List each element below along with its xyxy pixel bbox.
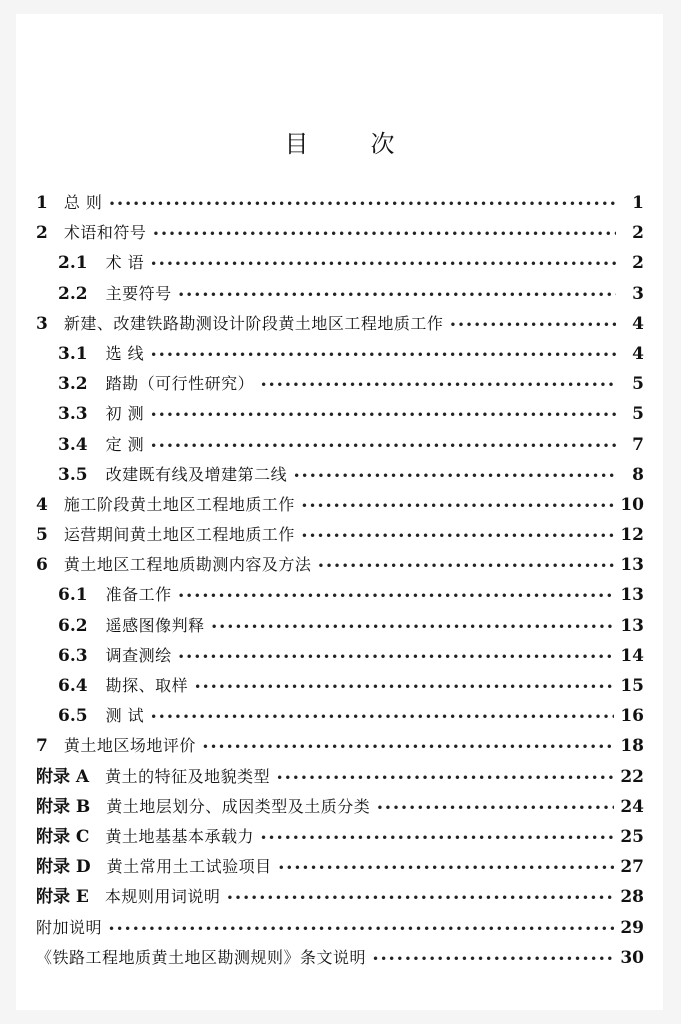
toc-entry-number: 6.1	[58, 585, 88, 606]
toc-entry-title: 黄土地层划分、成因类型及土质分类	[106, 796, 371, 816]
toc-entry-number: 4	[36, 494, 48, 515]
toc-entry	[36, 339, 644, 369]
toc-entry-number: 3.2	[58, 374, 88, 395]
toc-entry-title: 勘探、取样	[105, 676, 189, 695]
toc-entry-title: 测 试	[105, 706, 145, 726]
dot-leader	[194, 672, 614, 702]
toc-entry-page-number: 16	[620, 706, 644, 727]
toc-entry-number: 6	[36, 555, 48, 576]
dot-leader	[202, 732, 614, 762]
toc-entry-number: 3.3	[58, 404, 88, 425]
dot-leader	[449, 310, 616, 340]
toc-entry-title: 黄土常用土工试验项目	[106, 857, 272, 877]
toc-entry-title: 黄土地区场地评价	[63, 736, 196, 756]
dot-leader	[150, 400, 616, 430]
toc-entry-page-number: 2	[632, 253, 644, 274]
toc-entry-title: 黄土地区工程地质勘测内容及方法	[63, 555, 312, 575]
toc-entry-number: 3.5	[58, 464, 88, 485]
toc-entry-page-number: 2	[632, 223, 644, 244]
toc-entry-page-number: 5	[632, 374, 644, 395]
toc-entry-number: 3	[36, 313, 48, 334]
dot-leader	[376, 793, 614, 823]
title-right-char: 次	[370, 130, 395, 158]
toc-entry-number: 5	[36, 525, 48, 546]
toc-entry-title: 主要符号	[105, 283, 172, 303]
page-title	[16, 124, 663, 159]
dot-leader	[226, 883, 614, 913]
toc-entry	[36, 611, 644, 641]
toc-entry-title: 选 线	[105, 343, 145, 363]
toc-entry-title: 准备工作	[105, 585, 172, 605]
toc-entry-title: 施工阶段黄土地区工程地质工作	[63, 494, 295, 514]
toc-entry-title: 术 语	[105, 253, 145, 273]
toc-entry	[36, 490, 644, 520]
toc-entry	[36, 430, 644, 460]
toc-entry-number: 3.4	[58, 434, 88, 455]
document-page	[16, 14, 663, 1010]
toc-entry-number: 3.1	[58, 343, 88, 364]
toc-entry-number: 1	[36, 193, 48, 213]
toc-entry-page-number: 7	[632, 434, 644, 455]
toc-entry-page-number: 28	[620, 887, 644, 908]
toc-entry	[36, 369, 644, 399]
toc-entry-page-number: 13	[620, 585, 644, 606]
toc-entry	[36, 309, 644, 339]
toc-entry-page-number: 22	[620, 766, 644, 787]
toc-entry	[36, 580, 644, 610]
toc-entry-page-number: 18	[620, 736, 644, 757]
dot-leader	[108, 189, 616, 219]
toc-entry	[36, 399, 644, 429]
toc-entry-number: 6.4	[58, 676, 88, 696]
toc-entry-page-number: 25	[620, 826, 644, 847]
toc-entry-page-number: 12	[620, 525, 644, 546]
toc-entry-number: 2.1	[58, 253, 88, 274]
toc-entry-title: 初 测	[105, 404, 145, 424]
toc-entry-title: 附加说明	[36, 917, 103, 937]
toc-entry-number: 6.5	[58, 706, 88, 727]
dot-leader	[372, 944, 614, 974]
toc-entry-page-number: 4	[632, 343, 644, 364]
toc-entry-page-number: 3	[632, 283, 644, 304]
dot-leader	[150, 431, 616, 461]
toc-entry-title: 踏勘（可行性研究）	[105, 374, 255, 394]
toc-entry-page-number: 13	[620, 615, 644, 636]
toc-entry	[36, 762, 644, 792]
toc-entry-number: 6.3	[58, 645, 88, 666]
toc-entry	[36, 913, 644, 943]
dot-leader	[178, 581, 615, 611]
toc-entry-page-number: 4	[632, 313, 644, 334]
toc-entry	[36, 248, 644, 278]
toc-entry	[36, 882, 644, 912]
toc-entry-page-number: 15	[620, 676, 644, 696]
dot-leader	[260, 823, 614, 853]
toc-entry-title: 新建、改建铁路勘测设计阶段黄土地区工程地质工作	[63, 313, 444, 333]
toc-entry-title: 运营期间黄土地区工程地质工作	[63, 525, 295, 545]
dot-leader	[150, 249, 616, 279]
toc-entry	[36, 731, 644, 761]
toc-entry	[36, 792, 644, 822]
toc-entry-number: 6.2	[58, 615, 88, 636]
toc-entry-title: 术语和符号	[63, 223, 147, 243]
toc-entry-number: 附录 C	[36, 826, 90, 847]
dot-leader	[178, 642, 615, 672]
toc-entry-page-number: 5	[632, 404, 644, 425]
dot-leader	[317, 551, 614, 581]
toc-entry-page-number: 8	[632, 464, 644, 485]
table-of-contents	[36, 188, 644, 973]
toc-entry	[36, 822, 644, 852]
toc-entry	[36, 701, 644, 731]
toc-entry-page-number: 1	[632, 193, 644, 213]
dot-leader	[150, 340, 616, 370]
toc-entry	[36, 279, 644, 309]
toc-entry-number: 附录 D	[36, 857, 91, 878]
toc-entry-number: 2.2	[58, 283, 88, 304]
dot-leader	[150, 702, 614, 732]
toc-entry-title: 总 则	[63, 193, 103, 212]
toc-entry-title: 调查测绘	[105, 645, 172, 665]
toc-entry	[36, 641, 644, 671]
toc-entry-title: 本规则用词说明	[104, 887, 221, 907]
toc-entry-title: 定 测	[105, 434, 145, 454]
toc-entry-number: 7	[36, 736, 48, 757]
title-left-char: 目	[284, 130, 309, 158]
toc-entry-page-number: 10	[620, 494, 644, 515]
toc-entry-title: 黄土的特征及地貌类型	[105, 766, 271, 786]
toc-entry-page-number: 14	[620, 645, 644, 666]
toc-entry-number: 附录 A	[36, 766, 90, 787]
dot-leader	[278, 853, 615, 883]
toc-entry-number: 附录 E	[36, 887, 89, 908]
toc-entry-page-number: 24	[620, 796, 644, 817]
dot-leader	[108, 914, 614, 944]
toc-entry-number: 2	[36, 223, 48, 244]
toc-entry-page-number: 27	[620, 857, 644, 878]
toc-entry	[36, 852, 644, 882]
toc-entry	[36, 550, 644, 580]
toc-entry-page-number: 29	[620, 917, 644, 938]
dot-leader	[301, 491, 614, 521]
toc-entry	[36, 943, 644, 973]
dot-leader	[276, 763, 614, 793]
toc-entry	[36, 218, 644, 248]
dot-leader	[260, 370, 616, 400]
toc-entry-title: 改建既有线及增建第二线	[105, 464, 288, 484]
toc-entry	[36, 188, 644, 218]
dot-leader	[211, 612, 615, 642]
toc-entry-number: 附录 B	[36, 796, 91, 817]
toc-entry	[36, 671, 644, 701]
toc-entry-page-number: 30	[620, 947, 644, 968]
dot-leader	[152, 219, 616, 249]
toc-entry-title: 《铁路工程地质黄土地区勘测规则》条文说明	[36, 947, 367, 967]
toc-entry-title: 黄土地基基本承载力	[105, 826, 254, 846]
toc-entry	[36, 520, 644, 550]
dot-leader	[178, 280, 616, 310]
toc-entry-page-number: 13	[620, 555, 644, 576]
toc-entry	[36, 460, 644, 490]
dot-leader	[293, 461, 616, 491]
toc-entry-title: 遥感图像判释	[105, 615, 205, 635]
dot-leader	[301, 521, 614, 551]
